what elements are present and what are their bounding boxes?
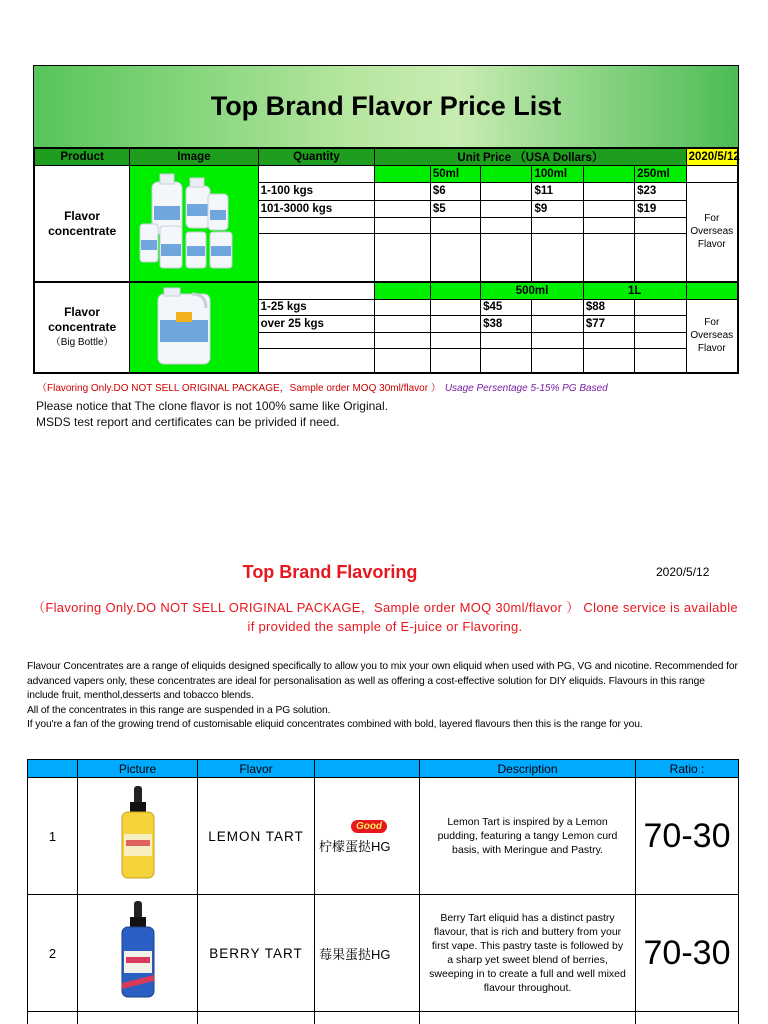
table-row <box>28 1012 739 1024</box>
table-row <box>28 778 739 895</box>
flavoring-title: Top Brand Flavoring <box>242 562 418 582</box>
product-flavor-concentrate: Flavor concentrate <box>35 166 130 282</box>
flavoring-disclaimer: （Flavoring Only.DO NOT SELL ORIGINAL PACKAGE，Sample order MOQ 30ml/flavor ） Clone service is available if provided the sample of E-juice or Flavoring. <box>32 600 738 634</box>
overseas-note: For Overseas Flavor <box>686 182 737 282</box>
header-flavor: Flavor <box>198 760 315 778</box>
flavor-ratio: 70-30 <box>636 895 739 1012</box>
header-product: Product <box>35 149 130 166</box>
header-date: 2020/5/12 <box>686 149 737 166</box>
price-cell: $38 <box>481 316 532 333</box>
flavor-chinese-name: 莓果蛋挞HG <box>315 895 420 1012</box>
flavoring-description: Flavour Concentrates are a range of eliquids designed specifically to allow you to mix your own eliquid when used with PG, VG and nicotine. Recommended for advanced vapers only, these concentrates are ideal for personalisation as well as offering a cost-effective solution for DIY eliquids. Flavours in this range include fruit, menthol,desserts and tobacco blends. All of the concentrates in this range are suspended in a PG solution. If you're a fan of the growing trend of customisable eliquid concentrates combined with bold, layered flavours then this is the range for you. <box>27 661 738 730</box>
product-image-big-bottle <box>130 283 258 373</box>
big-bottle-image <box>130 284 248 368</box>
overseas-note-big: For Overseas Flavor <box>686 299 737 373</box>
bottles-image <box>130 166 248 278</box>
clone-notice: Please notice that The clone flavor is not 100% same like Original. <box>36 399 388 413</box>
price-cell: $19 <box>635 201 686 218</box>
price-table-big-bottle <box>34 282 738 373</box>
flavor-description: Berry Tart eliquid has a distinct pastry flavour, that is rich and buttery from your first vape. This pastry taste is followed by a sharp yet sweet blend of berries, sweeping in to create a full and well mixed flavour throughout. <box>420 895 636 1012</box>
row-number: 2 <box>28 895 78 1012</box>
header-unit-price: Unit Price （USA Dollars） <box>375 149 686 166</box>
price-cell: $23 <box>635 182 686 201</box>
size-50ml: 50ml <box>430 166 480 183</box>
flavoring-date: 2020/5/12 <box>656 565 710 579</box>
header-image: Image <box>130 149 258 166</box>
size-250ml: 250ml <box>635 166 686 183</box>
row-number: 1 <box>28 778 78 895</box>
header-ratio: Ratio : <box>636 760 739 778</box>
product-image-bottles <box>130 166 258 282</box>
size-100ml: 100ml <box>532 166 583 183</box>
price-table <box>34 148 738 282</box>
quantity-cell: 1-100 kgs <box>258 182 375 201</box>
bottle-icon <box>108 784 168 884</box>
header-picture: Picture <box>78 760 198 778</box>
quantity-cell: 101-3000 kgs <box>258 201 375 218</box>
msds-notice: MSDS test report and certificates can be privided if need. <box>36 415 340 429</box>
flavor-table <box>27 759 739 1024</box>
price-cell: $6 <box>430 182 480 201</box>
price-cell: $45 <box>481 299 532 316</box>
quantity-cell: over 25 kgs <box>258 316 375 333</box>
berry-tart-bottle-image <box>78 895 198 1012</box>
flavor-description: Lemon Tart is inspired by a Lemon pudding, featuring a tangy Lemon curd basis, with Meringue and Pastry. <box>420 778 636 895</box>
bottle-icon <box>108 899 168 1003</box>
product-flavor-concentrate-big: Flavor concentrate （Big Bottle） <box>35 283 130 373</box>
flavor-ratio: 70-30 <box>636 778 739 895</box>
price-list-disclaimer: （Flavoring Only.DO NOT SELL ORIGINAL PACKAGE，Sample order MOQ 30ml/flavor ） Usage Persentage 5-15% PG Based <box>37 383 608 394</box>
table-row <box>28 895 739 1012</box>
price-cell: $88 <box>583 299 634 316</box>
flavor-name: BERRY TART <box>198 895 315 1012</box>
header-description: Description <box>420 760 636 778</box>
usage-note: Usage Persentage 5-15% PG Based <box>444 383 608 394</box>
price-cell: $11 <box>532 182 583 201</box>
good-badge: Good <box>351 820 387 833</box>
size-500ml: 500ml <box>481 283 584 300</box>
flavor-chinese-name: 柠檬蛋挞HG <box>319 839 391 854</box>
quantity-cell: 1-25 kgs <box>258 299 375 316</box>
price-cell: $9 <box>532 201 583 218</box>
price-list-title: Top Brand Flavor Price List <box>34 66 738 148</box>
price-list-sheet <box>33 65 739 374</box>
flavor-name: LEMON TART <box>198 778 315 895</box>
price-cell: $77 <box>583 316 634 333</box>
header-quantity: Quantity <box>258 149 375 166</box>
price-cell: $5 <box>430 201 480 218</box>
lemon-tart-bottle-image <box>78 778 198 895</box>
size-1l: 1L <box>583 283 686 300</box>
